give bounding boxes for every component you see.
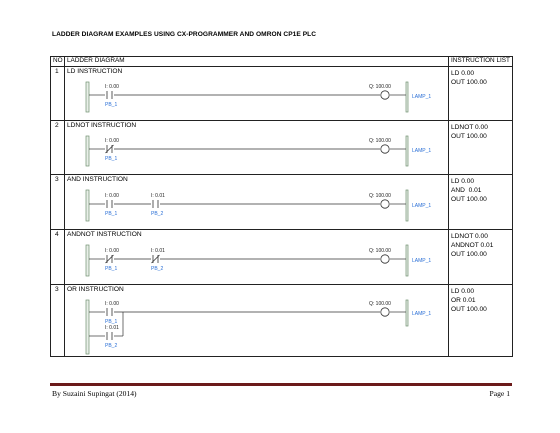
coil-address: Q: 100.00 <box>369 301 391 307</box>
ladder-diagram-and <box>65 175 449 230</box>
footer-page-number: Page 1 <box>489 389 510 398</box>
row-number: 3 <box>51 175 65 230</box>
instruction-list <box>449 175 513 230</box>
instruction-list <box>449 67 513 121</box>
coil-symbol: LAMP_1 <box>412 94 432 100</box>
row-number: 2 <box>51 121 65 175</box>
instruction-line: LD 0.00 <box>451 288 475 295</box>
contact-symbol: PB_1 <box>105 156 118 162</box>
row-title: OR INSTRUCTION <box>67 286 124 293</box>
ladder-cell <box>65 230 449 285</box>
coil-symbol: LAMP_1 <box>412 148 432 154</box>
contact-address: I: 0.00 <box>105 84 119 90</box>
footer-author: By Suzaini Supingat (2014) <box>52 389 137 398</box>
contact-address: I: 0.01 <box>151 248 165 254</box>
left-power-rail <box>86 190 89 221</box>
instruction-line: LDNOT 0.00 <box>451 124 488 131</box>
table-header-row <box>51 57 513 67</box>
contact-symbol: PB_2 <box>151 266 164 272</box>
contact-address: I: 0.00 <box>105 193 119 199</box>
instruction-line: AND 0.01 <box>451 187 482 194</box>
header-instructions: INSTRUCTION LIST <box>449 57 513 67</box>
no-contact-icon <box>107 200 112 208</box>
row-title: LDNOT INSTRUCTION <box>67 122 137 129</box>
left-power-rail <box>86 82 89 112</box>
table-row-or <box>51 285 513 357</box>
coil-address: Q: 100.00 <box>369 138 391 144</box>
instruction-line: ANDNOT 0.01 <box>451 242 494 249</box>
row-number: 4 <box>51 230 65 285</box>
contact-address: I: 0.00 <box>105 138 119 144</box>
ladder-cell <box>65 285 449 357</box>
right-power-rail <box>406 245 408 276</box>
left-power-rail <box>86 245 89 276</box>
coil-icon <box>381 255 389 263</box>
instruction-line: OUT 100.00 <box>451 79 487 86</box>
right-power-rail <box>406 136 408 166</box>
ladder-cell <box>65 67 449 121</box>
nc-contact-icon <box>106 255 114 263</box>
document-title: LADDER DIAGRAM EXAMPLES USING CX-PROGRAMMER AND OMRON CP1E PLC <box>52 31 317 38</box>
contact-symbol: PB_1 <box>105 266 118 272</box>
instruction-list <box>449 285 513 357</box>
row-number: 1 <box>51 67 65 121</box>
coil-address: Q: 100.00 <box>369 84 391 90</box>
instruction-list <box>449 121 513 175</box>
header-diagram: LADDER DIAGRAM <box>65 57 449 67</box>
left-power-rail <box>86 300 89 354</box>
ladder-diagram-or <box>65 285 449 357</box>
row-title: ANDNOT INSTRUCTION <box>67 231 142 238</box>
table-row-ldnot <box>51 121 513 175</box>
row-number: 3 <box>51 285 65 357</box>
instruction-line: OUT 100.00 <box>451 133 487 140</box>
ladder-diagram-andnot <box>65 230 449 285</box>
ladder-table <box>50 56 513 357</box>
instruction-line: LD 0.00 <box>451 70 475 77</box>
left-power-rail <box>86 136 89 166</box>
instruction-line: LDNOT 0.00 <box>451 233 488 240</box>
instruction-line: OUT 100.00 <box>451 306 487 313</box>
coil-address: Q: 100.00 <box>369 193 391 199</box>
contact-address: I: 0.00 <box>105 248 119 254</box>
nc-contact-icon <box>106 145 114 153</box>
ladder-cell <box>65 121 449 175</box>
no-contact-icon <box>107 91 112 99</box>
instruction-line: OUT 100.00 <box>451 196 487 203</box>
contact-address: I: 0.01 <box>151 193 165 199</box>
row-title: LD INSTRUCTION <box>67 68 123 75</box>
right-power-rail <box>406 82 408 112</box>
ladder-cell <box>65 175 449 230</box>
table-row-andnot <box>51 230 513 285</box>
coil-symbol: LAMP_1 <box>412 203 432 209</box>
right-power-rail <box>406 190 408 221</box>
contact-symbol: PB_1 <box>105 211 118 217</box>
coil-address: Q: 100.00 <box>369 248 391 254</box>
coil-symbol: LAMP_1 <box>412 258 432 264</box>
ladder-diagram-ldnot <box>65 121 449 175</box>
instruction-list <box>449 230 513 285</box>
contact-symbol: PB_2 <box>105 343 118 349</box>
contact-symbol: PB_1 <box>105 102 118 108</box>
instruction-line: LD 0.00 <box>451 178 475 185</box>
instruction-line: OUT 100.00 <box>451 251 487 258</box>
no-contact-icon <box>107 332 112 340</box>
contact-address: I: 0.00 <box>105 301 119 307</box>
coil-icon <box>381 200 389 208</box>
contact-address: I: 0.01 <box>105 325 119 331</box>
row-title: AND INSTRUCTION <box>67 176 128 183</box>
coil-symbol: LAMP_1 <box>412 311 432 317</box>
coil-icon <box>381 308 389 316</box>
table-row-ld <box>51 67 513 121</box>
instruction-line: OR 0.01 <box>451 297 476 304</box>
coil-icon <box>381 91 389 99</box>
ladder-diagram-ld <box>65 67 449 121</box>
table-row-and <box>51 175 513 230</box>
header-no: NO <box>51 57 65 67</box>
right-power-rail <box>406 300 408 326</box>
no-contact-icon <box>107 308 112 316</box>
nc-contact-icon <box>152 255 160 263</box>
no-contact-icon <box>153 200 158 208</box>
coil-icon <box>381 145 389 153</box>
contact-symbol: PB_2 <box>151 211 164 217</box>
contact-symbol: PB_1 <box>105 319 118 325</box>
footer-divider <box>50 383 512 386</box>
